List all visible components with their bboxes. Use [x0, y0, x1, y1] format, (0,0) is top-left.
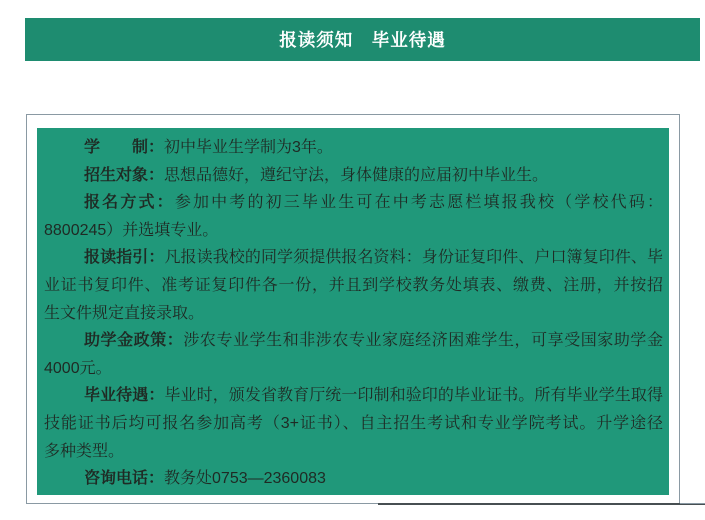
section-title: 报读须知 毕业待遇 [279, 30, 446, 50]
notice-text: 生文件规定直接录取。 [44, 304, 205, 322]
notice-line [44, 465, 663, 493]
notice-line [44, 382, 663, 410]
notice-panel [37, 128, 669, 495]
notice-text: 8800245）并选填专业。 [44, 221, 219, 239]
notice-text: 技能证书后均可报名参加高考（3+证书）、自主招生考试和专业学院考试。升学途径 [44, 414, 663, 432]
section-header-bar [25, 18, 700, 61]
notice-line [44, 189, 663, 217]
notice-label: 咨询电话： [84, 470, 165, 488]
content-border-box [26, 114, 680, 504]
notice-label: 学 制： [84, 139, 165, 156]
notice-label: 招生对象： [84, 166, 165, 184]
notice-line [44, 134, 663, 162]
notice-text: 教务处0753—2360083 [164, 470, 326, 488]
notice-text: 参加中考的初三毕业生可在中考志愿栏填报我校（学校代码： [174, 194, 663, 212]
notice-line [44, 300, 663, 328]
notice-line [44, 217, 663, 245]
notice-line [44, 355, 663, 383]
notice-text: 业证书复印件、准考证复印件各一份，并且到学校教务处填表、缴费、注册，并按招 [44, 276, 663, 294]
notice-label: 助学金政策： [84, 332, 184, 350]
bottom-divider-gray-line [680, 503, 705, 504]
notice-text: 思想品德好，遵纪守法，身体健康的应届初中毕业生。 [164, 166, 549, 184]
bottom-divider-dark-line [378, 503, 705, 505]
notice-line [44, 410, 663, 438]
notice-text: 多种类型。 [44, 442, 125, 460]
notice-line [44, 438, 663, 466]
notice-text: 4000元。 [44, 359, 112, 377]
notice-text: 凡报读我校的同学须提供报名资料：身份证复印件、户口簿复印件、毕 [164, 249, 663, 267]
notice-text: 涉农专业学生和非涉农专业家庭经济困难学生，可享受国家助学金 [183, 332, 663, 350]
notice-line [44, 272, 663, 300]
notice-text: 初中毕业生学制为3年。 [164, 139, 333, 156]
notice-line [44, 162, 663, 190]
notice-line [44, 327, 663, 355]
notice-label: 毕业待遇： [84, 387, 165, 405]
notice-text: 毕业时，颁发省教育厅统一印制和验印的毕业证书。所有毕业学生取得 [164, 387, 663, 405]
notice-label: 报名方式： [84, 194, 175, 212]
notice-line [44, 244, 663, 272]
notice-label: 报读指引： [84, 249, 165, 267]
